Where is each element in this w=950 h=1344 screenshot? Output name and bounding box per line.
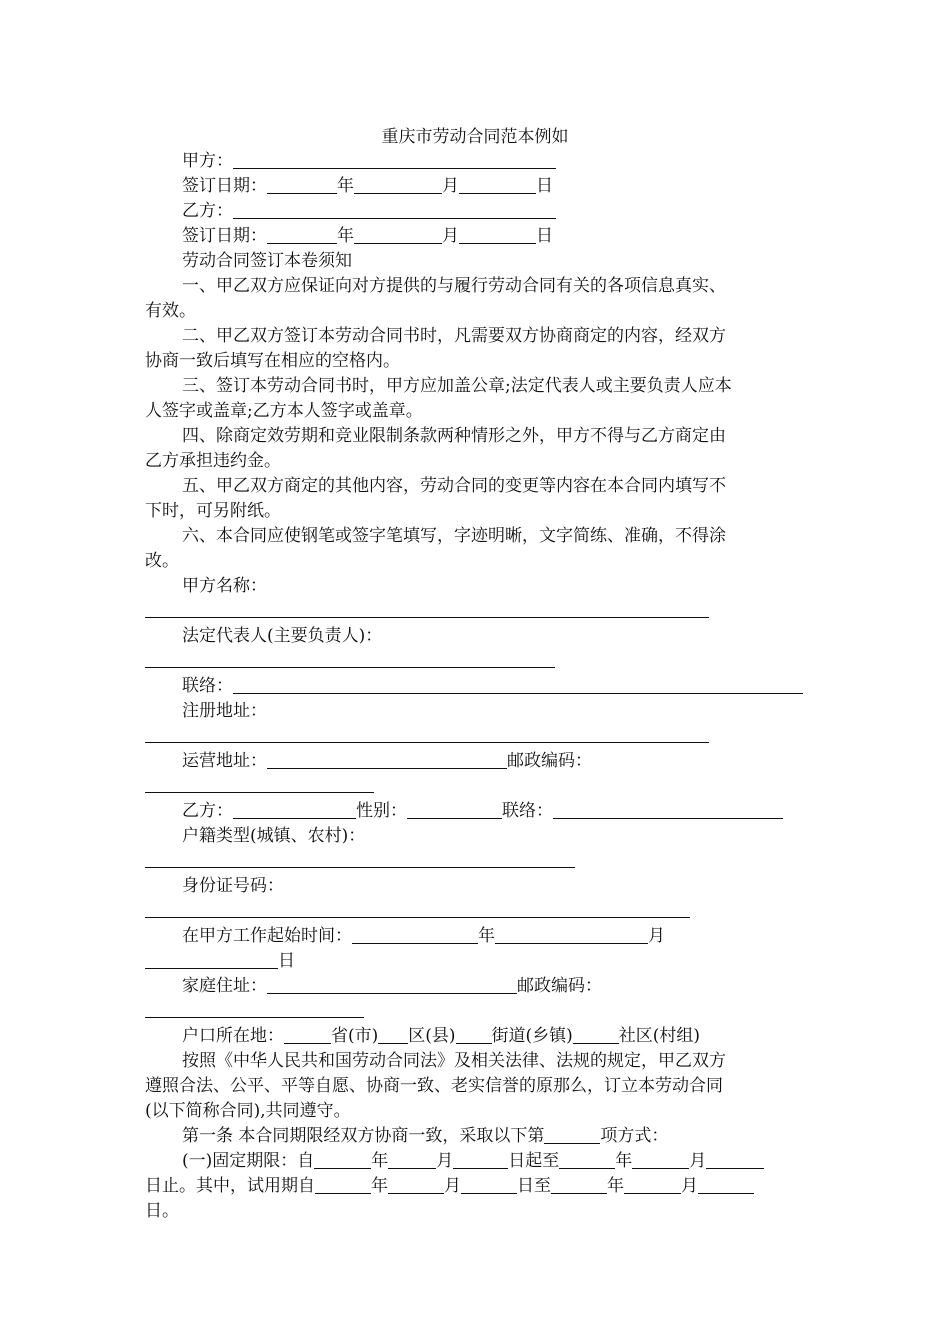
district-label: 区(县) [408, 1026, 456, 1046]
b-contact-blank[interactable] [553, 800, 783, 819]
contact-blank[interactable] [233, 675, 803, 694]
preamble-line: 遵照合法、公平、平等自愿、协商一致、老实信誉的原那么，订立本劳动合同 [145, 1076, 723, 1096]
year-label: 年 [337, 176, 354, 196]
notice-line: 下时，可另附纸。 [145, 501, 281, 521]
home-address-line [145, 974, 842, 999]
probation-to-year-blank[interactable] [551, 1175, 607, 1194]
notice-line: 六、本合同应使钢笔或签字笔填写，字迹明晰，文字简练、准确，不得涂 [182, 526, 726, 546]
op-address-blank[interactable] [267, 750, 507, 769]
b-party-label: 乙方： [182, 801, 233, 821]
hukou-type-blank[interactable] [145, 867, 575, 868]
year-blank[interactable] [267, 225, 337, 244]
day-label: 日 [536, 176, 553, 196]
contact-line [145, 674, 842, 699]
party-a-date-line [145, 174, 842, 199]
notice-line: 一、甲乙双方应保证向对方提供的与履行劳动合同有关的各项信息真实、 [182, 276, 726, 296]
month-label: 月 [648, 926, 665, 946]
notice-line: 三、签订本劳动合同书时，甲方应加盖公章;法定代表人或主要负责人应本 [182, 376, 732, 396]
postcode-label: 邮政编码： [507, 751, 592, 771]
party-b-blank[interactable] [233, 200, 556, 219]
month-blank[interactable] [354, 225, 442, 244]
id-number-blank[interactable] [145, 917, 690, 918]
probation-from-month-blank[interactable] [388, 1175, 444, 1194]
year-label: 年 [607, 1176, 624, 1196]
probation-from-year-blank[interactable] [315, 1175, 371, 1194]
preamble-line: (以下简称合同),共同遵守。 [145, 1101, 351, 1121]
party-b-label: 乙方： [182, 201, 233, 221]
year-label: 年 [337, 226, 354, 246]
district-blank[interactable] [378, 1025, 408, 1044]
hukou-type-label: 户籍类型(城镇、农村)： [182, 826, 366, 846]
party-b-info-line [145, 799, 842, 824]
party-a-label: 甲方： [182, 151, 233, 171]
province-blank[interactable] [284, 1025, 331, 1044]
contact-label: 联络： [182, 676, 233, 696]
start-month-blank[interactable] [495, 925, 648, 944]
op-postcode-blank[interactable] [145, 792, 374, 793]
start-time-label: 在甲方工作起始时间： [182, 926, 352, 946]
home-address-label: 家庭住址： [182, 976, 267, 996]
month-label: 月 [681, 1176, 698, 1196]
op-address-line [145, 749, 842, 774]
reg-address-blank[interactable] [145, 742, 709, 743]
from-month-blank[interactable] [388, 1150, 436, 1169]
party-a-blank[interactable] [233, 150, 556, 169]
month-label: 月 [689, 1151, 707, 1171]
party-a-line [145, 149, 842, 174]
gender-label: 性别： [356, 801, 407, 821]
b-party-blank[interactable] [233, 800, 356, 819]
final-day-line: 日。 [145, 1201, 179, 1221]
year-blank[interactable] [267, 175, 337, 194]
notice-line: 四、除商定效劳期和竞业限制条款两种情形之外，甲方不得与乙方商定由 [182, 426, 726, 446]
month-label: 月 [442, 226, 459, 246]
to-day-label: 日至 [517, 1176, 551, 1196]
postcode-label: 邮政编码： [517, 976, 602, 996]
year-label: 年 [371, 1151, 389, 1171]
probation-to-day-blank[interactable] [698, 1175, 754, 1194]
community-blank[interactable] [573, 1025, 619, 1044]
start-year-blank[interactable] [352, 925, 478, 944]
a-name-blank[interactable] [145, 617, 709, 618]
home-address-blank[interactable] [267, 975, 517, 994]
reg-address-label: 注册地址： [182, 701, 267, 721]
street-label: 街道(乡镇) [491, 1026, 573, 1046]
day-label: 日 [536, 226, 553, 246]
month-label: 月 [444, 1176, 461, 1196]
province-label: 省(市) [331, 1026, 379, 1046]
notice-line: 改。 [145, 551, 179, 571]
community-label: 社区(村组) [618, 1026, 701, 1046]
notice-heading: 劳动合同签订本卷须知 [182, 251, 352, 271]
notice-line: 二、甲乙双方签订本劳动合同书时，凡需要双方协商商定的内容，经双方 [182, 326, 726, 346]
document-title: 重庆市劳动合同范本例如 [381, 127, 569, 147]
year-label: 年 [478, 926, 495, 946]
probation-from-day-blank[interactable] [461, 1175, 517, 1194]
from-day-blank[interactable] [453, 1150, 508, 1169]
article-1-text: 项方式： [600, 1126, 669, 1146]
to-month-blank[interactable] [632, 1150, 689, 1169]
probation-label: 日止。其中，试用期自 [145, 1176, 315, 1196]
hukou-location-label: 户口所在地： [182, 1026, 284, 1046]
start-day-line [145, 949, 805, 974]
op-address-label: 运营地址： [182, 751, 267, 771]
year-label: 年 [615, 1151, 633, 1171]
id-number-label: 身份证号码： [182, 876, 284, 896]
notice-line: 五、甲乙双方商定的其他内容，劳动合同的变更等内容在本合同内填写不 [182, 476, 726, 496]
probation-line [145, 1174, 805, 1199]
from-day-label: 日起至 [508, 1151, 560, 1171]
start-day-blank[interactable] [145, 950, 278, 969]
year-label: 年 [371, 1176, 388, 1196]
from-year-blank[interactable] [314, 1150, 371, 1169]
street-blank[interactable] [456, 1025, 492, 1044]
start-time-line [145, 924, 842, 949]
home-postcode-blank[interactable] [145, 1017, 364, 1018]
fixed-term-label: (一)固定期限：自 [182, 1151, 315, 1171]
month-label: 月 [436, 1151, 454, 1171]
to-day-blank[interactable] [706, 1150, 764, 1169]
fixed-term-line [145, 1149, 842, 1174]
month-blank[interactable] [354, 175, 442, 194]
sign-date-label: 签订日期： [182, 226, 267, 246]
sign-date-label: 签订日期： [182, 176, 267, 196]
probation-to-month-blank[interactable] [624, 1175, 681, 1194]
day-blank[interactable] [459, 225, 536, 244]
notice-line: 乙方承担违约金。 [145, 451, 281, 471]
notice-line: 有效。 [145, 301, 196, 321]
to-year-blank[interactable] [559, 1150, 615, 1169]
day-label: 日 [278, 951, 295, 971]
party-b-date-line [145, 224, 842, 249]
legal-rep-blank[interactable] [145, 667, 555, 668]
preamble-line: 按照《中华人民共和国劳动合同法》及相关法律、法规的规定，甲乙双方 [182, 1051, 726, 1071]
article-1-option-blank[interactable] [544, 1125, 600, 1144]
gender-blank[interactable] [407, 800, 502, 819]
legal-rep-label: 法定代表人(主要负责人)： [182, 626, 383, 646]
hukou-location-line [145, 1024, 842, 1049]
article-1-text: 第一条 本合同期限经双方协商一致，采取以下第 [182, 1126, 545, 1146]
month-label: 月 [442, 176, 459, 196]
article-1-line [145, 1124, 842, 1149]
a-name-label: 甲方名称： [182, 576, 267, 596]
notice-line: 协商一致后填写在相应的空格内。 [145, 351, 400, 371]
b-contact-label: 联络： [502, 801, 553, 821]
notice-line: 人签字或盖章;乙方本人签字或盖章。 [145, 401, 423, 421]
day-blank[interactable] [459, 175, 536, 194]
party-b-line [145, 199, 842, 224]
